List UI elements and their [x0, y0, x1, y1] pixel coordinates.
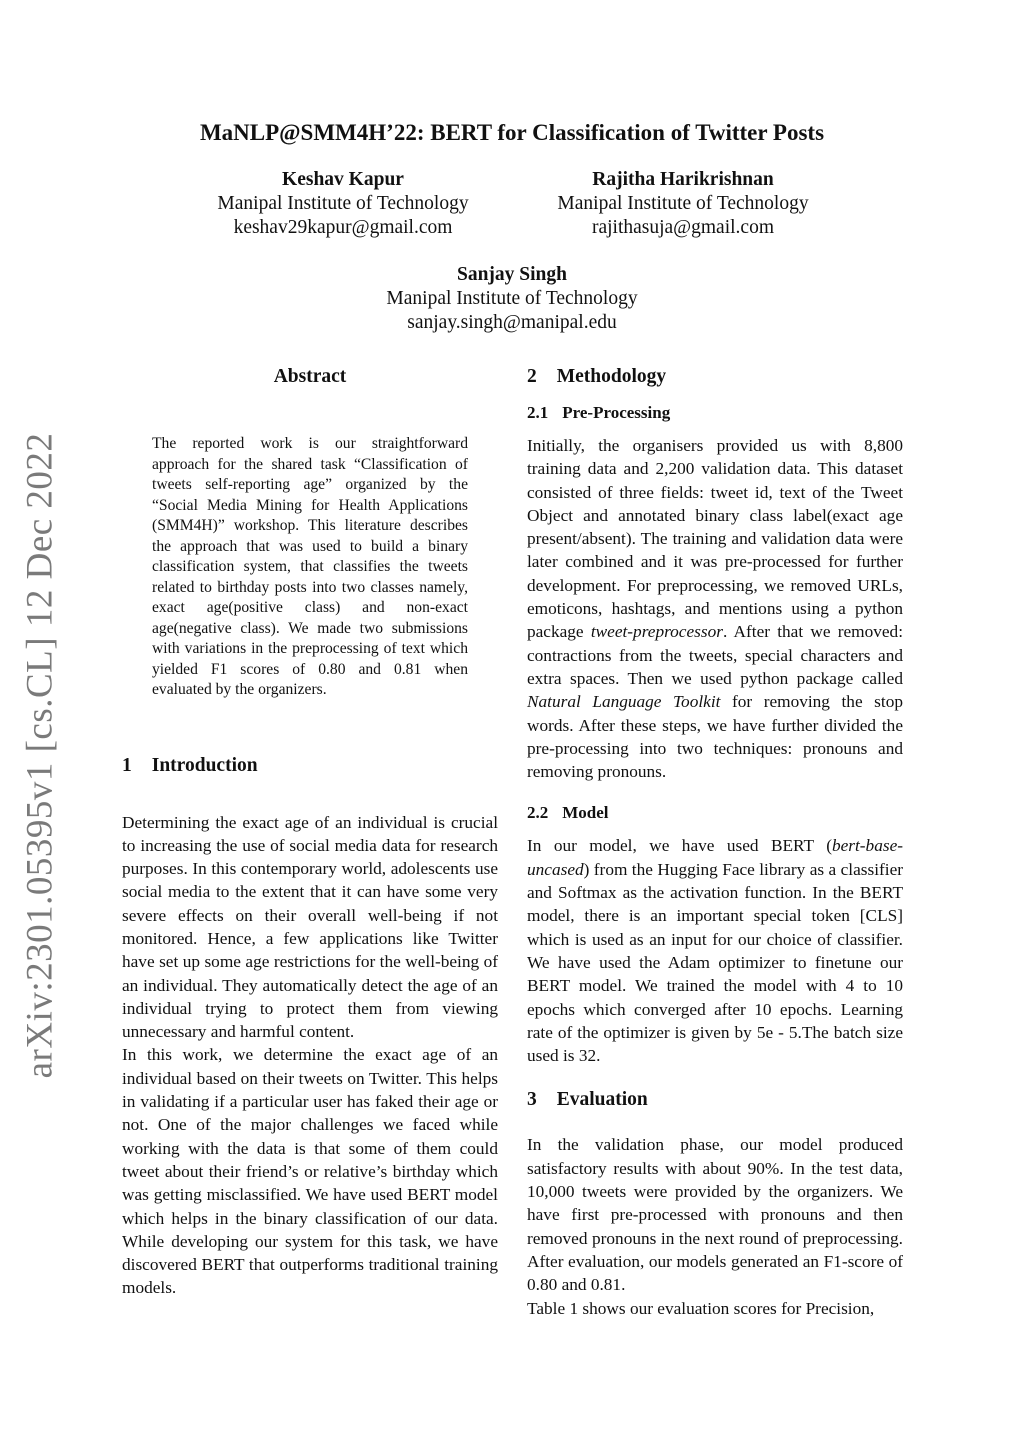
- section-title: Evaluation: [556, 1089, 648, 1111]
- author-email: sanjay.singh@manipal.edu: [407, 312, 617, 333]
- section-heading-evaluation: [527, 1089, 903, 1111]
- subsection-title: Pre-Processing: [562, 403, 671, 422]
- section-title: Introduction: [151, 754, 258, 776]
- right-column: [527, 366, 903, 1320]
- intro-paragraph-1: Determining the exact age of an individual is crucial to increasing the use of social media data for research purposes. In this contemporary world, adolescents use social media to the extent that it can have some very severe effects on their overall well-being if not monitored. Hence, a few applications like Twitter have set up some age restrictions for the well-being of an individual. They automatically detect the age of an individual trying to protect them from viewing unnecessary and harmful content.: [122, 812, 498, 1042]
- subsection-number: 2.2: [527, 803, 549, 823]
- author-affiliation: Manipal Institute of Technology: [217, 193, 469, 214]
- subsection-title: Model: [562, 803, 609, 823]
- intro-paragraph-2: In this work, we determine the exact age of an individual based on their tweets on Twitter. This helps in validating if a particular user has faked their age or not. One of the major challenges we faced while working with the data is that some of them could tweet about their friend’s or relative’s birthday which was getting misclassified. We have used BERT model which helps in the binary classification of our data. While developing our system for this task, we have discovered BERT that outperforms traditional training models.: [122, 1045, 498, 1298]
- abstract-text: The reported work is our straightforward approach for the shared task “Classification of tweets self-reporting age” organized by the “Social Media Mining for Health Applications (SMM4H)” workshop. This literature describes the approach that was used to build a binary classification system, that classifies the tweets related to birthday posts into two classes namely, exact age(positive class) and non-exact age(negative class). We made two submissions with variations in the preprocessing of text which yielded F1 scores of 0.80 and 0.81 when evaluated by the organizers.: [152, 435, 468, 698]
- author-email: keshav29kapur@gmail.com: [233, 217, 453, 238]
- evaluation-paragraph-2: Table 1 shows our evaluation scores for Precision,: [527, 1298, 875, 1318]
- section-number: 3: [527, 1089, 537, 1111]
- author-affiliation: Manipal Institute of Technology: [557, 193, 809, 214]
- section-heading-methodology: [527, 366, 903, 388]
- paper-title: MaNLP@SMM4H’22: BERT for Classification of Twitter Posts: [199, 120, 825, 145]
- evaluation-paragraph-1: In the validation phase, our model produced satisfactory results with about 90%. In the test data, 10,000 tweets were provided by the organizers. We have first pre-processed with pronouns and then removed pronouns in the next round of preprocessing. After evaluation, our models generated an F1-score of 0.80 and 0.81.: [527, 1135, 903, 1295]
- model-paragraph: In our model, we have used BERT (bert-base-uncased) from the Hugging Face library as a classifier and Softmax as the activation function. In the BERT model, there is an important special token [CLS] which is used as an input for our choice of classifier. We have used the Adam optimizer to finetune our BERT model. We trained the model with 4 to 10 epochs which converged after 10 epochs. Learning rate of the optimizer is given by 5e - 5.The batch size used is 32.: [527, 836, 903, 1066]
- section-title: Methodology: [556, 366, 667, 387]
- author-affiliation: Manipal Institute of Technology: [386, 288, 638, 309]
- author-block: [312, 263, 712, 335]
- author-name: Keshav Kapur: [282, 169, 404, 190]
- author-name: Rajitha Harikrishnan: [592, 169, 774, 190]
- abstract-heading: Abstract: [273, 366, 347, 387]
- subsection-heading-model: [527, 803, 903, 823]
- section-number: 2: [527, 366, 537, 387]
- subsection-heading-preprocessing: [527, 403, 903, 423]
- author-block: [170, 168, 516, 240]
- author-email: rajithasuja@gmail.com: [591, 217, 775, 238]
- arxiv-identifier: arXiv:2301.05395v1 [cs.CL] 12 Dec 2022: [19, 432, 61, 1078]
- author-block: [510, 168, 856, 240]
- section-heading-introduction: [122, 755, 498, 777]
- subsection-number: 2.1: [527, 403, 549, 422]
- section-number: 1: [122, 754, 132, 776]
- author-name: Sanjay Singh: [456, 264, 567, 285]
- left-column: [122, 366, 498, 1300]
- arxiv-sidebar: [0, 432, 80, 1078]
- preprocessing-paragraph: Initially, the organisers provided us with 8,800 training data and 2,200 validation data. This dataset consisted of three fields: tweet id, text of the Tweet Object and annotated binary class label(exact age present/absent). The training and validation data were later combined and it was pre-processed for further development. For preprocessing, we removed URLs, emoticons, hashtags, and mentions using a python package tweet-preprocessor. After that we removed: contractions from the tweets, special characters and extra spaces. Then we used python package called Natural Language Toolkit for removing the stop words. After these steps, we have further divided the pre-processing into two techniques: pronouns and removing pronouns.: [527, 436, 903, 782]
